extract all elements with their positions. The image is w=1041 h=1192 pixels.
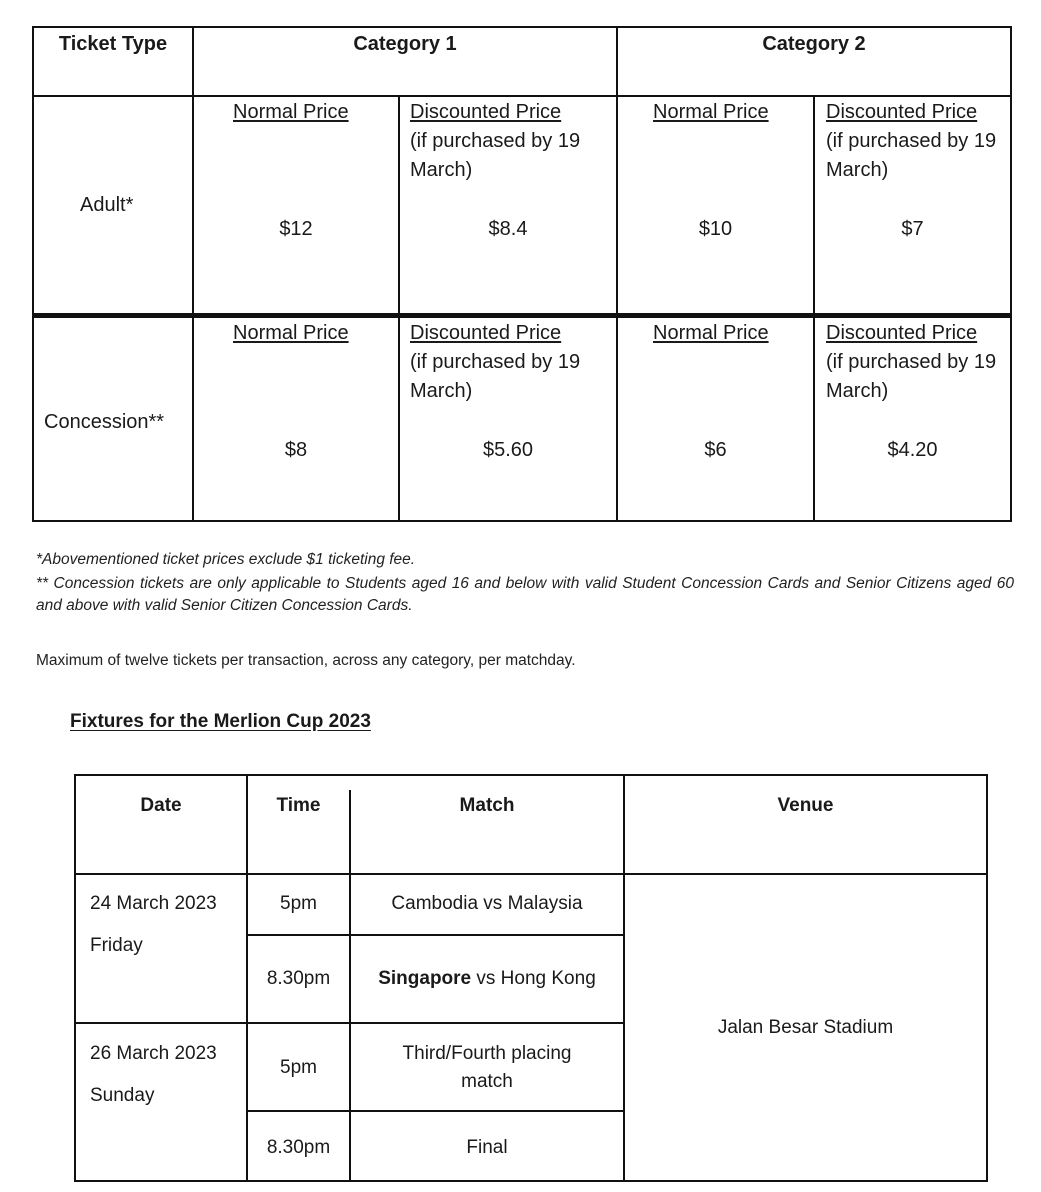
- cell-discount-block: [826, 98, 1006, 185]
- table-border-bottom: [74, 1180, 988, 1182]
- price-value: $4.20: [887, 439, 938, 461]
- cell-heading: Discounted Price: [826, 101, 978, 123]
- cell-heading: Discounted Price: [410, 101, 562, 123]
- table-divider: [248, 1110, 624, 1112]
- table-border-top: [32, 26, 1012, 28]
- header-category-1: Category 1: [353, 33, 457, 55]
- fixture-date: 26 March 2023: [90, 1043, 217, 1064]
- fixture-date: 24 March 2023: [90, 893, 217, 914]
- match-text: Third/Fourth placing match: [402, 1043, 572, 1092]
- price-value: $8.4: [488, 218, 528, 240]
- match-text: Cambodia vs Malaysia: [391, 893, 583, 914]
- match-text: Final: [466, 1137, 508, 1158]
- cell-heading: Discounted Price: [410, 322, 562, 344]
- cell-heading: Discounted Price: [826, 322, 978, 344]
- fixture-time: 5pm: [280, 893, 317, 914]
- fixture-weekday: Friday: [90, 935, 143, 956]
- header-match: Match: [459, 795, 515, 816]
- table-divider: [74, 873, 988, 875]
- header-time: Time: [276, 795, 321, 816]
- concession-note: ** Concession tickets are only applicable to Students aged 16 and below with valid Student Concession Cards and Senior Citizens aged 60 and above with valid Senior Citizen Concession Cards.: [36, 575, 1014, 614]
- header-date: Date: [140, 795, 182, 816]
- cell-heading: Normal Price: [653, 322, 769, 344]
- cell-note: (if purchased by 19 March): [410, 351, 581, 402]
- fixture-time: 5pm: [280, 1057, 317, 1078]
- table-border-left: [74, 774, 76, 1182]
- cell-note: (if purchased by 19 March): [826, 130, 997, 181]
- table-divider: [623, 774, 625, 1182]
- header-ticket-type: Ticket Type: [58, 33, 168, 55]
- fixture-weekday: Sunday: [90, 1085, 155, 1106]
- fixture-match: [391, 1040, 583, 1096]
- header-category-2: Category 2: [762, 33, 866, 55]
- cell-note: (if purchased by 19 March): [410, 130, 581, 181]
- price-value: $8: [284, 439, 308, 461]
- table-border-right: [986, 774, 988, 1182]
- price-value: $10: [698, 218, 733, 240]
- table-divider-thick: [32, 313, 1012, 318]
- row-label-concession: Concession**: [44, 411, 165, 433]
- cell-heading: Normal Price: [653, 101, 769, 123]
- table-border-bottom: [32, 520, 1012, 522]
- fee-note: *Abovementioned ticket prices exclude $1 ticketing fee.: [36, 551, 416, 568]
- cell-heading: Normal Price: [233, 101, 349, 123]
- price-value: $5.60: [482, 439, 534, 461]
- match-text: vs Hong Kong: [471, 968, 596, 989]
- fixture-match: [351, 1134, 623, 1162]
- cell-discount-block: [826, 319, 1006, 406]
- match-team-bold: Singapore: [378, 968, 472, 989]
- table-border-left: [32, 26, 34, 522]
- row-label-adult: Adult*: [80, 194, 134, 216]
- fixtures-title: Fixtures for the Merlion Cup 2023: [70, 711, 371, 732]
- table-divider: [32, 95, 1012, 97]
- table-divider: [248, 934, 624, 936]
- header-venue: Venue: [777, 795, 834, 816]
- max-tickets-note: Maximum of twelve tickets per transaction, across any category, per matchday.: [36, 652, 576, 669]
- fixture-time: 8.30pm: [266, 1137, 331, 1158]
- fixture-match: [351, 965, 623, 993]
- price-value: $6: [704, 439, 727, 461]
- table-border-top: [74, 774, 988, 776]
- cell-discount-block: [410, 98, 610, 185]
- cell-note: (if purchased by 19 March): [826, 351, 997, 402]
- fixture-match: [351, 890, 623, 918]
- table-border-right: [1010, 26, 1012, 522]
- fixture-time: 8.30pm: [266, 968, 331, 989]
- price-value: $7: [901, 218, 924, 240]
- fixture-venue: Jalan Besar Stadium: [717, 1017, 894, 1038]
- price-value: $12: [279, 218, 313, 240]
- cell-heading: Normal Price: [233, 322, 349, 344]
- cell-discount-block: [410, 319, 610, 406]
